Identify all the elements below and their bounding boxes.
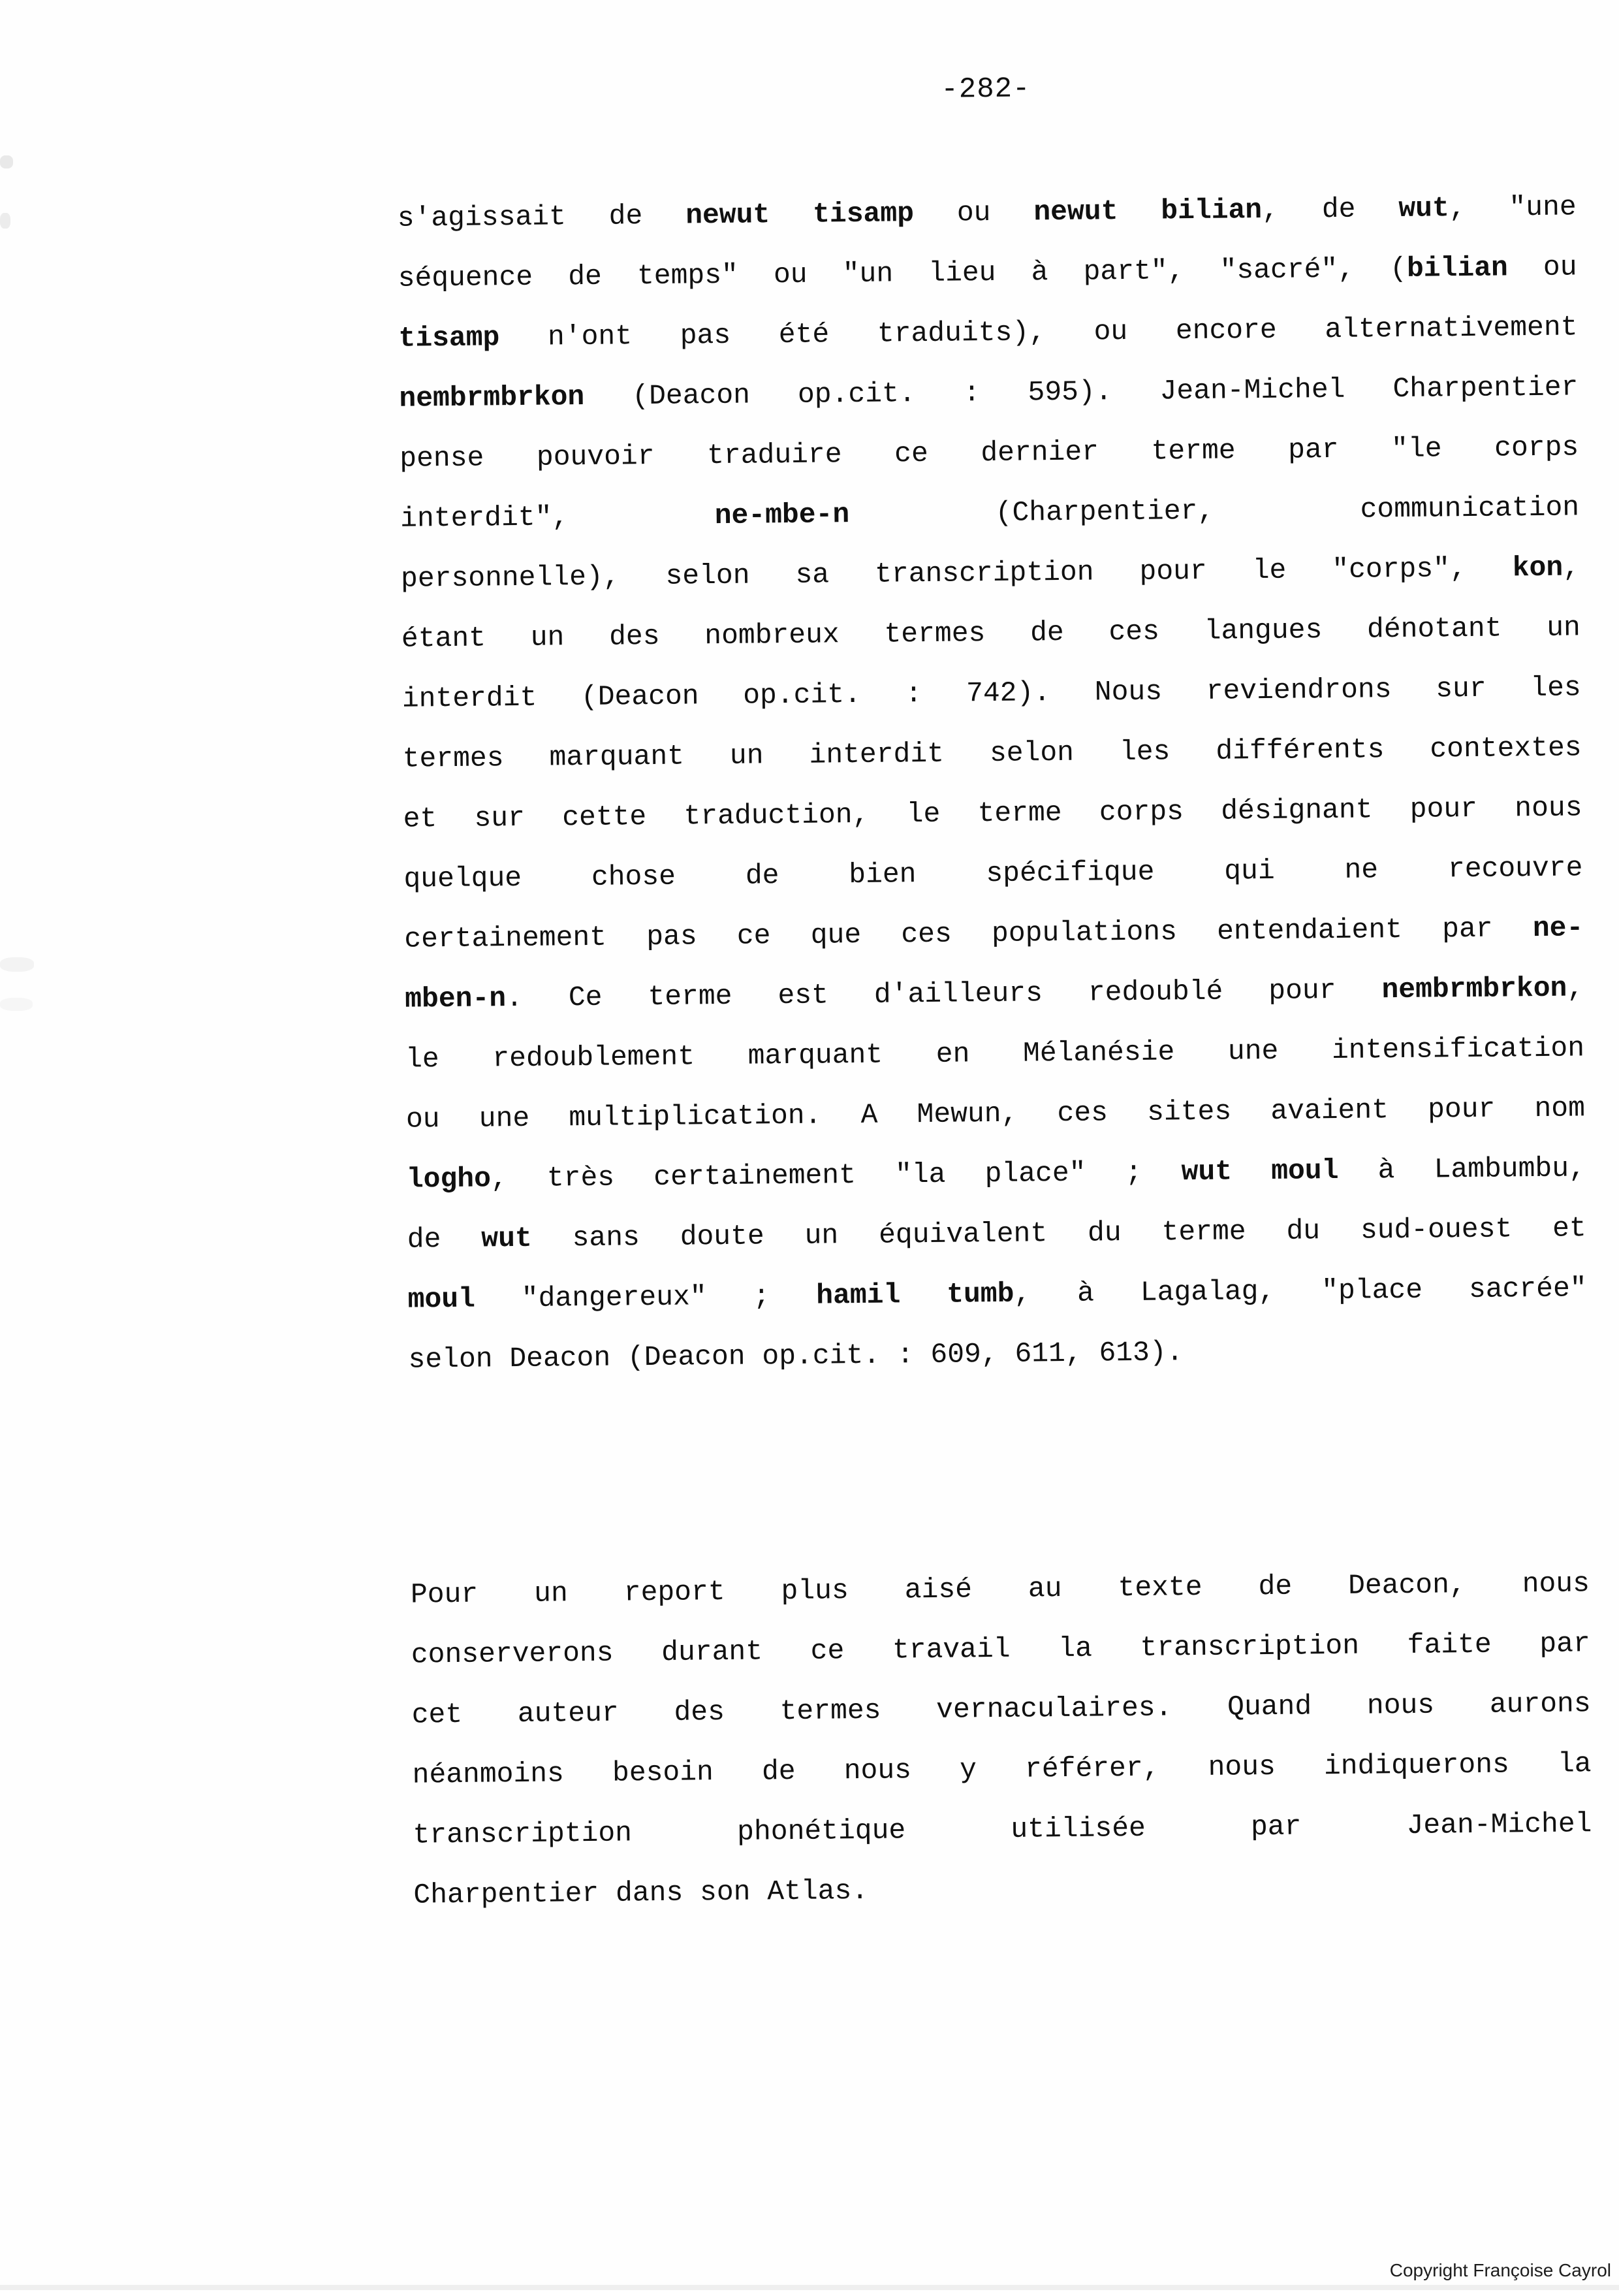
text-segment: ou une multiplication. A Mewun, ces sites avaient pour nom bbox=[405, 1092, 1586, 1136]
vernacular-term: nembrmbrkon bbox=[399, 380, 585, 415]
vernacular-term: hamil tumb bbox=[816, 1277, 1014, 1312]
scan-artifact bbox=[0, 213, 10, 229]
text-segment: (Deacon op.cit. : 595). Jean-Michel Charpentier bbox=[584, 371, 1579, 413]
text-line bbox=[403, 838, 1583, 909]
text-segment: ou bbox=[913, 196, 1034, 230]
text-segment: Charpentier dans son Atlas. bbox=[413, 1874, 869, 1911]
text-segment: néanmoins besoin de nous y référer, nous indiquerons la bbox=[412, 1747, 1592, 1791]
text-segment: interdit", bbox=[400, 500, 715, 535]
text-segment: conserverons durant ce travail la transcription faite par bbox=[411, 1627, 1591, 1671]
text-line bbox=[406, 1078, 1586, 1149]
text-segment: , de bbox=[1261, 193, 1399, 227]
vernacular-term: bilian bbox=[1406, 251, 1509, 285]
text-segment: ou bbox=[1507, 251, 1577, 284]
text-segment: pense pouvoir traduire ce dernier terme par "le corps bbox=[400, 431, 1579, 475]
text-segment: s'agissait de bbox=[397, 199, 686, 234]
paragraph-vernacular-terms bbox=[397, 177, 1588, 1390]
text-line bbox=[406, 1138, 1586, 1209]
vernacular-term: ne- bbox=[1532, 912, 1584, 945]
text-segment: n'ont pas été traduits), ou encore alternativement bbox=[499, 311, 1578, 354]
text-segment: transcription phonétique utilisée par Jean-Michel bbox=[413, 1808, 1592, 1851]
text-segment: , bbox=[1562, 551, 1580, 584]
text-line bbox=[402, 718, 1582, 789]
scan-artifact bbox=[0, 957, 34, 972]
text-line bbox=[413, 1794, 1592, 1865]
paragraph-transcription-note bbox=[411, 1554, 1593, 1925]
text-segment: séquence de temps" ou "un lieu à part", "sacré", ( bbox=[398, 252, 1407, 295]
text-segment: , très certainement "la place" ; bbox=[490, 1156, 1182, 1195]
text-line bbox=[411, 1674, 1591, 1745]
text-segment: , à Lagalag, "place sacrée" bbox=[1014, 1272, 1587, 1310]
text-line bbox=[408, 1318, 1588, 1390]
text-segment: selon Deacon (Deacon op.cit. : 609, 611, 613). bbox=[408, 1336, 1184, 1376]
text-segment: sans doute un équivalent du terme du sud-ouest et bbox=[531, 1212, 1586, 1254]
text-segment: et sur cette traduction, le terme corps désignant pour nous bbox=[403, 791, 1582, 835]
text-line bbox=[398, 237, 1577, 308]
text-line bbox=[404, 898, 1584, 969]
text-segment: étant un des nombreux termes de ces langues dénotant un bbox=[401, 611, 1581, 655]
text-line bbox=[407, 1258, 1587, 1330]
text-segment: personnelle), selon sa transcription pour le "corps", bbox=[400, 552, 1513, 595]
text-line bbox=[397, 177, 1577, 248]
text-line bbox=[398, 297, 1578, 368]
text-line bbox=[411, 1554, 1590, 1625]
vernacular-term: wut moul bbox=[1181, 1154, 1339, 1188]
text-segment: interdit (Deacon op.cit. : 742). Nous reviendrons sur les bbox=[401, 671, 1581, 715]
vernacular-term: kon bbox=[1512, 551, 1564, 584]
vernacular-term: tisamp bbox=[398, 321, 500, 355]
scan-edge-shadow bbox=[0, 2285, 1619, 2290]
text-segment: . Ce terme est d'ailleurs redoublé pour bbox=[505, 974, 1382, 1015]
text-segment: à Lambumbu, bbox=[1338, 1152, 1586, 1187]
vernacular-term: ne-mbe-n bbox=[714, 498, 850, 532]
text-line bbox=[413, 1854, 1593, 1925]
text-segment: certainement pas ce que ces populations entendaient par bbox=[404, 912, 1533, 955]
vernacular-term: newut tisamp bbox=[685, 197, 915, 232]
text-segment: , bbox=[1567, 972, 1584, 1004]
text-segment: Pour un report plus aisé au texte de Deacon, nous bbox=[410, 1567, 1590, 1611]
vernacular-term: nembrmbrkon bbox=[1381, 972, 1567, 1006]
text-line bbox=[405, 1018, 1585, 1089]
text-line bbox=[400, 477, 1580, 549]
vernacular-term: logho bbox=[406, 1162, 492, 1196]
text-line bbox=[405, 958, 1584, 1029]
text-line bbox=[400, 417, 1579, 488]
text-segment: (Charpentier, communication bbox=[849, 491, 1580, 531]
text-segment: quelque chose de bien spécifique qui ne recouvre bbox=[403, 852, 1583, 895]
text-line bbox=[411, 1614, 1590, 1685]
vernacular-term: newut bilian bbox=[1033, 194, 1263, 229]
text-line bbox=[399, 357, 1579, 428]
typewritten-text-block bbox=[396, 0, 1597, 2296]
vernacular-term: wut bbox=[481, 1222, 532, 1255]
text-segment: le redoublement marquant en Mélanésie une intensification bbox=[405, 1032, 1585, 1076]
text-segment: , "une bbox=[1449, 191, 1577, 225]
text-segment: termes marquant un interdit selon les différents contextes bbox=[402, 731, 1582, 775]
text-segment: cet auteur des termes vernaculaires. Quand nous aurons bbox=[411, 1687, 1591, 1731]
vernacular-term: mben-n bbox=[405, 982, 507, 1015]
vernacular-term: moul bbox=[407, 1283, 476, 1316]
text-segment: "dangereux" ; bbox=[475, 1279, 817, 1315]
scan-artifact bbox=[0, 998, 33, 1011]
text-line bbox=[401, 658, 1581, 729]
text-segment: de bbox=[407, 1222, 482, 1256]
text-line bbox=[401, 537, 1580, 609]
text-line bbox=[407, 1198, 1586, 1269]
scan-artifact bbox=[0, 155, 13, 168]
page-number: -282- bbox=[941, 72, 1031, 106]
text-line bbox=[403, 778, 1582, 849]
vernacular-term: wut bbox=[1398, 192, 1450, 225]
text-line bbox=[401, 598, 1581, 669]
text-line bbox=[412, 1734, 1592, 1805]
copyright-notice: Copyright Françoise Cayrol bbox=[1389, 2260, 1611, 2280]
